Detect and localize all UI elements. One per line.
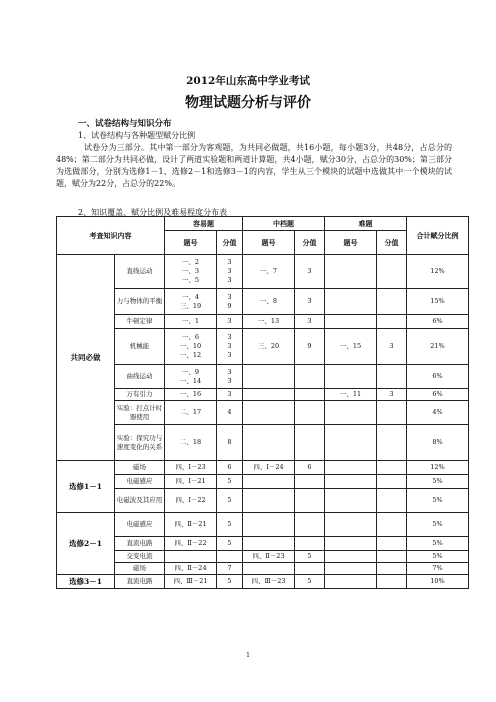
mid-num-cell [243, 389, 295, 401]
mid-num-cell: 一、7 [243, 255, 295, 289]
easy-num-cell-line: 四、Ⅱ－22 [174, 539, 207, 547]
total-cell: 8% [407, 425, 469, 461]
easy-num-cell-line: 一、3 [181, 267, 200, 275]
document-title: 物理试题分析与评价 [185, 95, 311, 111]
hard-num-cell [325, 255, 377, 289]
easy-score-cell [217, 389, 243, 401]
easy-num-cell [165, 513, 217, 537]
easy-score-cell [217, 489, 243, 513]
easy-score-cell [217, 475, 243, 489]
hard-score-cell [377, 425, 407, 461]
easy-score-cell-line: 5 [227, 539, 232, 547]
easy-num-cell [165, 563, 217, 575]
total-cell: 5% [407, 489, 469, 513]
mid-score-cell: 5 [295, 551, 325, 563]
easy-num-cell-line: 四、Ⅰ－21 [175, 477, 206, 485]
page-number: 1 [246, 652, 250, 659]
easy-num-cell [165, 551, 217, 563]
total-cell: 21% [407, 329, 469, 365]
easy-score-cell-line: 3 [227, 376, 232, 385]
topic-cell: 曲线运动 [115, 365, 165, 389]
hard-score-cell [377, 513, 407, 537]
mid-num-cell [243, 401, 295, 425]
total-cell: 6% [407, 389, 469, 401]
easy-num-cell-line: 四、Ⅰ－23 [175, 463, 206, 471]
mid-num-cell [243, 489, 295, 513]
easy-num-cell [165, 329, 217, 365]
header-content: 考查知识内容 [57, 217, 165, 255]
topic-cell: 直线运动 [115, 255, 165, 289]
header-mid: 中档题 [243, 217, 325, 231]
hard-num-cell [325, 461, 377, 475]
table-row [57, 489, 469, 513]
hard-score-cell: 3 [377, 389, 407, 401]
header-easy-num: 题号 [165, 231, 217, 255]
mid-score-cell [295, 537, 325, 551]
easy-score-cell-line: 3 [227, 276, 232, 284]
header-mid-num: 题号 [243, 231, 295, 255]
easy-num-cell-line: 一、9 [181, 367, 200, 376]
header-mid-score: 分值 [295, 231, 325, 255]
easy-score-cell-line: 3 [227, 258, 232, 266]
hard-score-cell [377, 315, 407, 329]
mid-num-cell: 一、8 [243, 289, 295, 315]
easy-num-cell-line: 一、16 [179, 390, 202, 398]
easy-num-cell-line: 二、17 [179, 408, 202, 416]
topic-cell: 牛顿定律 [115, 315, 165, 329]
hard-score-cell [377, 289, 407, 315]
easy-num-cell-line: 一、12 [179, 351, 202, 359]
mid-score-cell: 3 [295, 289, 325, 315]
topic-cell: 万有引力 [115, 389, 165, 401]
mid-score-cell [295, 489, 325, 513]
hard-num-cell [325, 365, 377, 389]
easy-num-cell-line: 四、Ⅱ－21 [174, 520, 207, 528]
easy-score-cell-line: 3 [227, 292, 232, 301]
header-easy: 容易题 [165, 217, 243, 231]
easy-score-cell-line: 3 [227, 367, 232, 376]
easy-score-cell [217, 425, 243, 461]
hard-score-cell [377, 575, 407, 589]
easy-score-cell-line: 5 [227, 520, 232, 528]
table-row [57, 513, 469, 537]
easy-num-cell-line: 一、4 [181, 292, 200, 301]
easy-score-cell-line: 4 [227, 408, 232, 416]
easy-num-cell [165, 575, 217, 589]
table-row [57, 401, 469, 425]
mid-score-cell [295, 475, 325, 489]
table-body [57, 255, 469, 589]
topic-cell: 磁场 [115, 563, 165, 575]
mid-num-cell [243, 365, 295, 389]
mid-num-cell [243, 537, 295, 551]
group-elective-2-1: 选修2－1 [57, 513, 115, 575]
easy-num-cell [165, 365, 217, 389]
mid-score-cell [295, 563, 325, 575]
mid-score-cell: 3 [295, 315, 325, 329]
table-row [57, 365, 469, 389]
table-row [57, 475, 469, 489]
easy-score-cell-line: 5 [227, 496, 232, 504]
total-cell: 4% [407, 401, 469, 425]
easy-score-cell [217, 575, 243, 589]
easy-score-cell [217, 289, 243, 315]
hard-score-cell [377, 461, 407, 475]
header-easy-score: 分值 [217, 231, 243, 255]
easy-score-cell [217, 315, 243, 329]
total-cell: 12% [407, 255, 469, 289]
header-hard-score: 分值 [377, 231, 407, 255]
document-heading: 2012年山东高中学业考试 [186, 75, 310, 87]
mid-score-cell [295, 513, 325, 537]
easy-score-cell [217, 461, 243, 475]
mid-score-cell [295, 425, 325, 461]
hard-num-cell: 一、11 [325, 389, 377, 401]
easy-score-cell [217, 255, 243, 289]
easy-score-cell-line: 7 [227, 564, 232, 572]
table-row [57, 315, 469, 329]
easy-num-cell [165, 315, 217, 329]
easy-score-cell-line: 9 [227, 301, 232, 310]
easy-score-cell [217, 401, 243, 425]
topic-cell: 电磁波及其应用 [115, 489, 165, 513]
mid-num-cell [243, 425, 295, 461]
header-hard-num: 题号 [325, 231, 377, 255]
total-cell: 5% [407, 551, 469, 563]
mid-num-cell: 四、Ⅱ－23 [243, 551, 295, 563]
total-cell: 5% [407, 475, 469, 489]
easy-score-cell-line: 3 [227, 342, 232, 350]
total-cell: 15% [407, 289, 469, 315]
mid-num-cell [243, 563, 295, 575]
easy-score-cell-line: 5 [227, 477, 232, 485]
hard-num-cell [325, 401, 377, 425]
hard-num-cell [325, 551, 377, 563]
easy-num-cell-line: 一、10 [179, 342, 202, 350]
mid-num-cell: 四、Ⅰ－24 [243, 461, 295, 475]
group-elective-1-1: 选修1－1 [57, 461, 115, 513]
table-row [57, 255, 469, 289]
total-cell: 5% [407, 513, 469, 537]
hard-score-cell [377, 475, 407, 489]
table-row [57, 537, 469, 551]
hard-num-cell [325, 489, 377, 513]
easy-score-cell [217, 329, 243, 365]
mid-num-cell [243, 513, 295, 537]
table-row [57, 389, 469, 401]
easy-score-cell [217, 563, 243, 575]
hard-score-cell [377, 401, 407, 425]
mid-score-cell: 5 [295, 575, 325, 589]
easy-num-cell [165, 389, 217, 401]
table-row [57, 563, 469, 575]
topic-cell: 实验：探究功与速度变化的关系 [115, 425, 165, 461]
body-paragraph: 试卷分为三部分。其中第一部分为客观题，为共同必做题，共16小题，每小题3分，共48分，占总分的48%；第二部分为共同必做，设计了两道实验题和两道计算题，共4小题，赋分30分，占总分的30%；第三部分为选做部分，分别为选修1－1、选修2－1和选修3－1的内容，学生从三个模块的试题中选做其中一个模块的试题，赋分为22分，占总分的22%。 [56, 143, 452, 188]
easy-score-cell [217, 537, 243, 551]
distribution-table [56, 216, 469, 589]
total-cell: 6% [407, 365, 469, 389]
table-row [57, 461, 469, 475]
easy-num-cell-line: 三、19 [179, 301, 202, 310]
table-row [57, 551, 469, 563]
easy-num-cell-line: 二、18 [179, 438, 202, 446]
mid-score-cell: 9 [295, 329, 325, 365]
group-elective-3-1: 选修3－1 [57, 575, 115, 589]
easy-score-cell-line: 3 [227, 351, 232, 359]
mid-num-cell: 三、20 [243, 329, 295, 365]
hard-num-cell [325, 425, 377, 461]
easy-num-cell [165, 537, 217, 551]
hard-num-cell [325, 513, 377, 537]
hard-score-cell [377, 537, 407, 551]
hard-num-cell [325, 537, 377, 551]
easy-score-cell [217, 513, 243, 537]
total-cell: 7% [407, 563, 469, 575]
topic-cell: 力与物体的平衡 [115, 289, 165, 315]
easy-num-cell-line: 一、6 [181, 333, 200, 341]
total-cell: 5% [407, 537, 469, 551]
mid-num-cell: 一、13 [243, 315, 295, 329]
easy-num-cell-line: 四、Ⅱ－24 [174, 564, 207, 572]
topic-cell: 实验：打点计时器使用 [115, 401, 165, 425]
hard-score-cell: 3 [377, 329, 407, 365]
easy-num-cell [165, 255, 217, 289]
topic-cell: 直流电路 [115, 537, 165, 551]
easy-num-cell [165, 489, 217, 513]
easy-num-cell-line: 一、2 [181, 258, 200, 266]
easy-score-cell-line: 3 [227, 267, 232, 275]
table-row [57, 425, 469, 461]
total-cell: 10% [407, 575, 469, 589]
easy-num-cell-line: 一、1 [181, 317, 200, 325]
hard-score-cell [377, 365, 407, 389]
section-heading: 一、试卷结构与知识分布 [78, 119, 172, 129]
easy-num-cell [165, 461, 217, 475]
easy-score-cell [217, 551, 243, 563]
easy-score-cell-line: 3 [227, 317, 232, 325]
easy-score-cell-line: 8 [227, 438, 232, 446]
easy-num-cell [165, 475, 217, 489]
hard-num-cell [325, 289, 377, 315]
hard-num-cell: 一、15 [325, 329, 377, 365]
hard-score-cell [377, 489, 407, 513]
table-row [57, 289, 469, 315]
hard-num-cell [325, 475, 377, 489]
hard-score-cell [377, 255, 407, 289]
mid-num-cell: 四、Ⅲ－23 [243, 575, 295, 589]
hard-num-cell [325, 563, 377, 575]
mid-score-cell: 6 [295, 461, 325, 475]
subsection-heading-1: 1、试卷结构与各种题型赋分比例 [78, 131, 196, 140]
total-cell: 12% [407, 461, 469, 475]
topic-cell: 交变电流 [115, 551, 165, 563]
mid-score-cell [295, 401, 325, 425]
mid-score-cell: 3 [295, 255, 325, 289]
easy-num-cell [165, 289, 217, 315]
hard-num-cell [325, 315, 377, 329]
easy-score-cell-line: 3 [227, 333, 232, 341]
easy-score-cell-line: 3 [227, 390, 232, 398]
easy-num-cell [165, 401, 217, 425]
easy-num-cell-line: 一、5 [181, 276, 200, 284]
hard-num-cell [325, 575, 377, 589]
topic-cell: 直流电路 [115, 575, 165, 589]
header-hard: 难题 [325, 217, 407, 231]
hard-score-cell [377, 551, 407, 563]
topic-cell: 磁场 [115, 461, 165, 475]
topic-cell: 电磁感应 [115, 475, 165, 489]
mid-score-cell [295, 365, 325, 389]
hard-score-cell [377, 563, 407, 575]
header-total: 合计赋分比例 [407, 217, 469, 255]
easy-score-cell-line: 6 [227, 463, 232, 471]
subsection-heading-2: 2、知识覆盖、赋分比例及难易程度分布表 [78, 208, 228, 217]
topic-cell: 电磁感应 [115, 513, 165, 537]
total-cell: 6% [407, 315, 469, 329]
table-row [57, 329, 469, 365]
easy-num-cell-line: 四、Ⅲ－21 [173, 577, 208, 585]
easy-num-cell [165, 425, 217, 461]
group-common: 共同必做 [57, 255, 115, 461]
table-row [57, 575, 469, 589]
easy-num-cell-line: 一、14 [179, 376, 202, 385]
mid-num-cell [243, 475, 295, 489]
easy-score-cell [217, 365, 243, 389]
easy-num-cell-line: 四、Ⅰ－22 [175, 496, 206, 504]
easy-score-cell-line: 5 [227, 577, 232, 585]
mid-score-cell [295, 389, 325, 401]
topic-cell: 机械能 [115, 329, 165, 365]
